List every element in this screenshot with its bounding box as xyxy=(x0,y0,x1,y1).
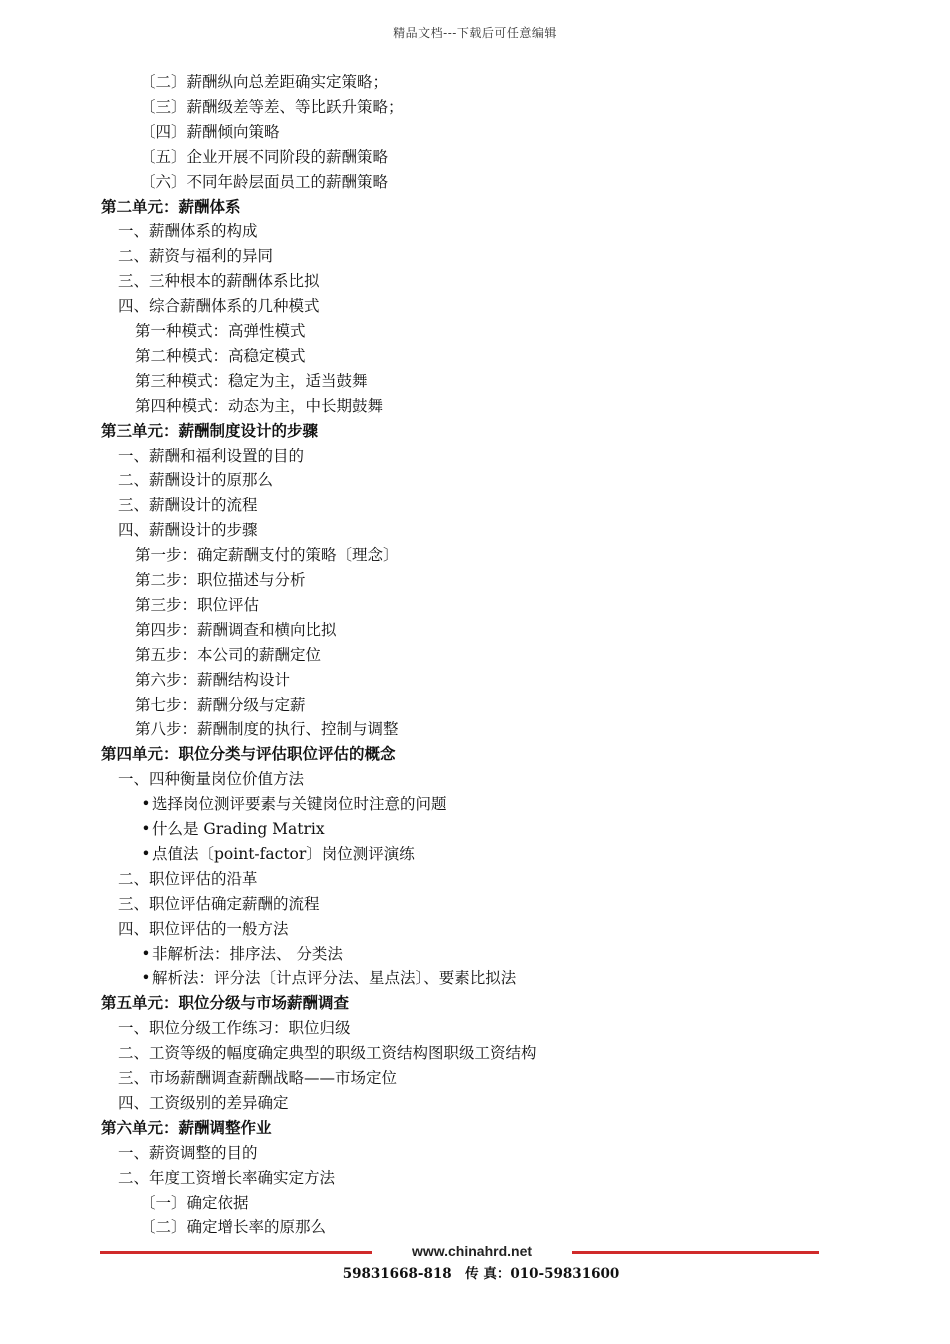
section-item xyxy=(118,446,304,468)
line-text: 一、四种衡量岗位价值方法 xyxy=(118,770,305,789)
line-text: 四、综合薪酬体系的几种模式 xyxy=(118,297,320,316)
bullet-item xyxy=(140,968,516,990)
unit-heading xyxy=(101,744,396,766)
line-text: 第四步：薪酬调查和横向比拟 xyxy=(135,620,337,639)
sub-item xyxy=(135,620,337,642)
line-text: 一、薪酬体系的构成 xyxy=(118,222,258,241)
line-text: 第二单元：薪酬体系 xyxy=(101,196,241,216)
section-item xyxy=(118,1018,351,1040)
line-text: 二、年度工资增长率确实定方法 xyxy=(118,1168,336,1187)
line-text: 三、市场薪酬调查薪酬战略——市场定位 xyxy=(118,1069,398,1087)
page-header: 精品文档---下载后可任意编辑 xyxy=(393,26,557,40)
sub-item xyxy=(135,545,399,567)
section-item xyxy=(118,470,273,492)
footer-contact: 59831668-818 传 真：010-59831600 xyxy=(342,1266,620,1282)
sub-item xyxy=(135,321,306,343)
line-text: 第四单元：职位分类与评估职位评估的概念 xyxy=(101,744,396,764)
sub-item xyxy=(135,695,306,717)
line-text: 三、职位评估确定薪酬的流程 xyxy=(118,894,320,913)
line-text: 二、薪资与福利的异同 xyxy=(118,247,274,266)
sub-item xyxy=(135,346,306,368)
bullet-item xyxy=(140,794,447,816)
bullet-item xyxy=(140,844,415,866)
sub-item xyxy=(135,670,290,692)
line-text: 第三单元：薪酬制度设计的步骤 xyxy=(101,420,319,440)
line-text: 〔五〕企业开展不同阶段的薪酬策略 xyxy=(140,147,389,166)
sub-item xyxy=(135,719,399,741)
footer-site-text: www.chinahrd.net xyxy=(411,1243,533,1259)
sub-item xyxy=(140,172,388,194)
line-text: 〔三〕薪酬级差等差、等比跃升策略； xyxy=(140,97,404,116)
line-text: 第八步：薪酬制度的执行、控制与调整 xyxy=(135,720,399,739)
line-text: 解析法：评分法〔计点评分法、星点法〕、要素比拟法 xyxy=(152,969,517,988)
section-item xyxy=(118,296,320,318)
section-item xyxy=(118,869,258,891)
line-text: 第一种模式：高弹性模式 xyxy=(135,322,306,340)
line-text: 第五单元：职位分级与市场薪酬调查 xyxy=(101,993,350,1013)
line-text: 第四种模式：动态为主，中长期鼓舞 xyxy=(135,396,384,415)
line-text: 第六步：薪酬结构设计 xyxy=(135,670,291,689)
unit-heading xyxy=(101,1118,272,1140)
section-item xyxy=(118,495,258,517)
line-text: 〔二〕薪酬纵向总差距确实定策略； xyxy=(140,73,389,91)
unit-heading xyxy=(101,421,318,443)
line-text: 第七步：薪酬分级与定薪 xyxy=(135,695,306,714)
line-text: 一、薪资调整的目的 xyxy=(118,1143,258,1162)
section-item xyxy=(118,1068,397,1090)
line-text: 选择岗位测评要素与关键岗位时注意的问题 xyxy=(152,795,447,814)
sub-item xyxy=(140,1193,249,1215)
section-item xyxy=(118,520,258,542)
line-text: 四、工资级别的差异确定 xyxy=(118,1093,289,1112)
section-item xyxy=(118,221,258,243)
line-text: 什么是 Grading Matrix xyxy=(152,820,325,838)
sub-item xyxy=(140,1217,326,1239)
line-text: 〔六〕不同年龄层面员工的薪酬策略 xyxy=(140,172,389,191)
line-text: 点值法〔point-factor〕岗位测评演练 xyxy=(152,844,415,863)
line-text: 四、职位评估的一般方法 xyxy=(118,919,289,938)
section-item xyxy=(118,1168,335,1190)
section-item xyxy=(118,769,304,791)
line-text: 三、薪酬设计的流程 xyxy=(118,496,258,515)
bullet-icon: • xyxy=(141,795,151,814)
footer-website xyxy=(372,1243,572,1259)
line-text: 二、薪酬设计的原那么 xyxy=(118,471,274,490)
line-text: 一、职位分级工作练习：职位归级 xyxy=(118,1019,351,1038)
line-text: 第一步：确定薪酬支付的策略〔理念〕 xyxy=(135,546,399,565)
sub-item xyxy=(135,595,259,617)
sub-item xyxy=(140,72,388,94)
section-item xyxy=(118,894,320,916)
bullet-icon: • xyxy=(141,820,151,838)
bullet-icon: • xyxy=(141,844,151,863)
line-text: 二、工资等级的幅度确定典型的职级工资结构图职级工资结构 xyxy=(118,1044,537,1063)
sub-item xyxy=(135,570,306,592)
sub-item xyxy=(135,371,368,393)
bullet-item xyxy=(140,819,325,841)
sub-item xyxy=(140,147,388,169)
sub-item xyxy=(135,396,383,418)
section-item xyxy=(118,919,289,941)
line-text: 〔二〕确定增长率的原那么 xyxy=(140,1218,327,1237)
line-text: 第五步：本公司的薪酬定位 xyxy=(135,645,322,664)
unit-heading xyxy=(101,993,349,1015)
unit-heading xyxy=(101,197,241,219)
line-text: 非解析法：排序法、 分类法 xyxy=(152,944,343,963)
line-text: 第三步：职位评估 xyxy=(135,595,260,614)
line-text: 第二种模式：高稳定模式 xyxy=(135,346,306,365)
line-text: 〔四〕薪酬倾向策略 xyxy=(140,122,280,141)
bullet-icon: • xyxy=(141,969,151,988)
line-text: 四、薪酬设计的步骤 xyxy=(118,521,258,540)
section-item xyxy=(118,1093,289,1115)
sub-item xyxy=(135,645,321,667)
footer-rule-left xyxy=(100,1251,372,1254)
line-text: 二、职位评估的沿革 xyxy=(118,869,258,888)
line-text: 第三种模式：稳定为主，适当鼓舞 xyxy=(135,371,368,390)
section-item xyxy=(118,1043,537,1065)
section-item xyxy=(118,246,273,268)
bullet-item xyxy=(140,944,343,966)
line-text: 三、三种根本的薪酬体系比拟 xyxy=(118,272,320,291)
line-text: 〔一〕确定依据 xyxy=(140,1193,249,1212)
line-text: 一、薪酬和福利设置的目的 xyxy=(118,446,305,465)
sub-item xyxy=(140,122,280,144)
sub-item xyxy=(140,97,404,119)
line-text: 第二步：职位描述与分析 xyxy=(135,571,306,589)
line-text: 第六单元：薪酬调整作业 xyxy=(101,1117,272,1137)
section-item xyxy=(118,271,320,293)
bullet-icon: • xyxy=(141,944,151,963)
section-item xyxy=(118,1143,258,1165)
footer-rule-right xyxy=(572,1251,819,1254)
